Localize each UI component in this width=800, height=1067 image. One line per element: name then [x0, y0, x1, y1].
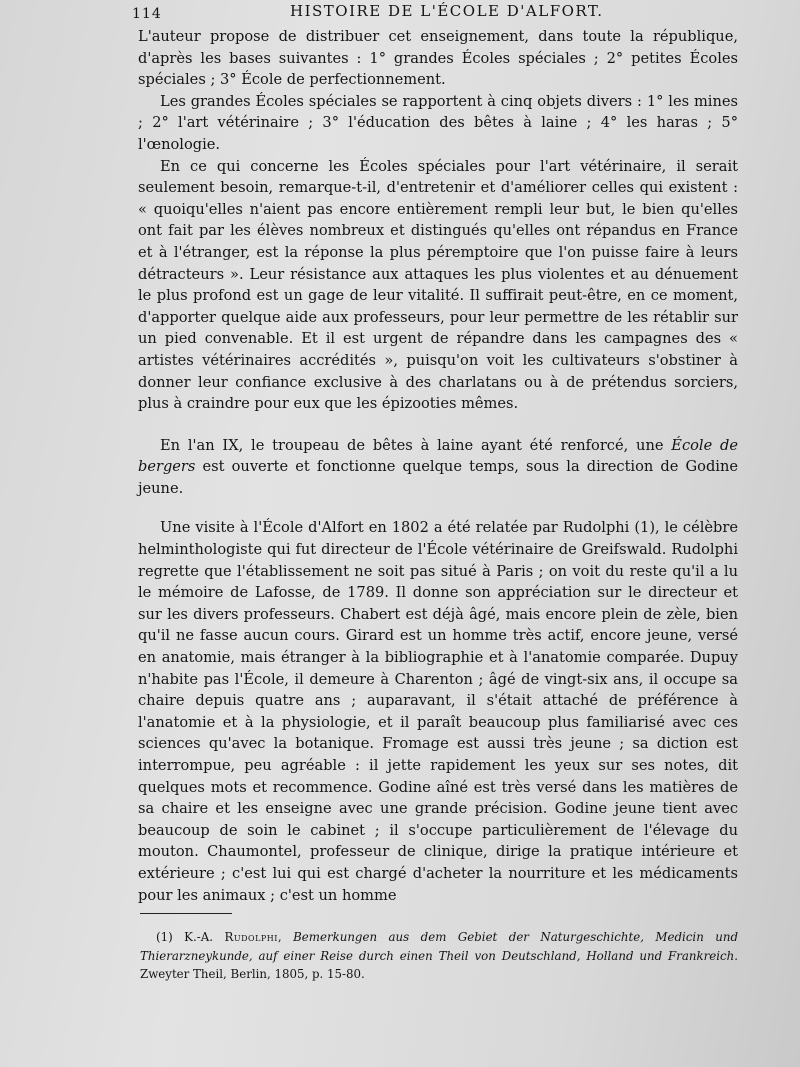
page-number: 114	[132, 6, 162, 22]
page-header	[110, 2, 730, 24]
footnote-comma: ,	[277, 930, 294, 944]
footnote	[140, 928, 738, 984]
section-gap	[138, 499, 738, 517]
footnote-marker: (1) K.-A.	[156, 930, 225, 944]
footnote-author: Rudolphi	[224, 930, 278, 944]
paragraph-4-start: En l'an IX, le troupeau de bêtes à laine ayant été renforcé, une	[160, 436, 672, 454]
paragraph-5: Une visite à l'École d'Alfort en 1802 a été relatée par Rudolphi (1), le célèbre helminthologiste qui fut directeur de l'École vétérinaire de Greifswald. Rudolphi regrette que l'établissement ne soit pas situé à Paris ; on voit du reste qu'il a lu le mémoire de Lafosse, de 1789. Il donne son appréciation sur le directeur et sur les divers professeurs. Chabert est déjà âgé, mais encore plein de zèle, bien qu'il ne fasse aucun cours. Girard est un homme très actif, encore jeune, versé en anatomie, mais étranger à la bibliographie et à l'anatomie comparée. Dupuy n'habite pas l'École, il demeure à Charenton ; âgé de vingt-six ans, il occupe sa chaire depuis quatre ans ; auparavant, il s'était attaché de préférence à l'anatomie et à la physiologie, et il paraît beaucoup plus familiarisé avec ces sciences qu'avec la botanique. Fromage est aussi très jeune ; sa diction est interrompue, peu agréable : il jette rapidement les yeux sur ses notes, dit quelques mots et recommence. Godine aîné est très versé dans les matières de sa chaire et les enseigne avec une grande précision. Godine jeune tient avec beaucoup de soin le cabinet ; il s'occupe particulièrement de l'élevage du mouton. Chaumontel, professeur de clinique, dirige la pratique intérieure et extérieure ; c'est lui qui est chargé d'acheter la nourriture et les médicaments pour les animaux ; c'est un homme	[138, 519, 738, 904]
body-text	[138, 26, 738, 906]
paragraph-4	[138, 435, 738, 500]
paragraph-4-italic: École de bergers	[138, 436, 738, 476]
paragraph-1: L'auteur propose de distribuer cet enseignement, dans toute la république, d'après les bases suivantes : 1° grandes Écoles spéciales ; 2° petites Écoles spéciales ; 3° École de perfectionnement.	[138, 28, 738, 89]
running-head: HISTOIRE DE L'ÉCOLE D'ALFORT.	[290, 2, 604, 20]
footnote-title: Bemerkungen aus dem Gebiet der Naturgeschichte, Medicin und Thierarzneykunde, auf einer Reise durch einen Theil von Deutschland, Holland und Frankreich.	[140, 930, 739, 963]
footnote-divider	[140, 913, 232, 914]
footnote-1	[140, 928, 738, 984]
section-gap	[138, 415, 738, 435]
paragraph-2: Les grandes Écoles spéciales se rapportent à cinq objets divers : 1° les mines ; 2° l'art vétérinaire ; 3° l'éducation des bêtes à laine ; 4° les haras ; 5° l'œnologie.	[138, 92, 738, 153]
paragraph-4-end: est ouverte et fonctionne quelque temps, sous la direction de Godine jeune.	[138, 458, 738, 497]
paragraph-3: En ce qui concerne les Écoles spéciales pour l'art vétérinaire, il serait seulement besoin, remarque-t-il, d'entretenir et d'améliorer celles qui existent : « quoiqu'elles n'aient pas encore entièrement rempli leur but, le bien qu'elles ont fait par les élèves nombreux et distingués qu'elles ont répandus en France et à l'étranger, est la réponse la plus péremptoire que l'on puisse faire à leurs détracteurs ». Leur résistance aux attaques les plus violentes et au dénuement le plus profond est un gage de leur vitalité. Il suffirait peut-être, en ce moment, d'apporter quelque aide aux professeurs, pour leur permettre de les rétablir sur un pied convenable. Et il est urgent de répandre dans les campagnes des « artistes vétérinaires accrédités », puisqu'on voit les cultivateurs s'obstiner à donner leur confiance exclusive à des charlatans ou à de prétendus sorciers, plus à craindre pour eux que les épizooties mêmes.	[138, 157, 738, 413]
footnote-rest: Zweyter Theil, Berlin, 1805, p. 15-80.	[140, 967, 365, 981]
